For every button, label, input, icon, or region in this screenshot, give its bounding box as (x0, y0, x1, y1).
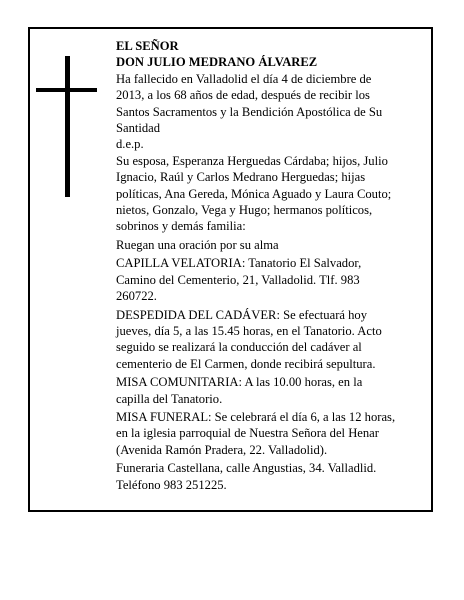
misa-funeral-line: en la iglesia parroquial de Nuestra Señora del Henar (116, 426, 379, 441)
family-paragraph (116, 153, 420, 235)
title-line-1: EL SEÑOR (116, 39, 179, 53)
misa-comunitaria-line: MISA COMUNITARIA: A las 10.00 horas, en la (116, 375, 363, 390)
family-line: Su esposa, Esperanza Herguedas Cárdaba; hijos, Julio (116, 153, 388, 168)
misa-comunitaria-line: capilla del Tanatorio. (116, 391, 223, 406)
misa-comunitaria-paragraph (116, 374, 420, 407)
despedida-line: DESPEDIDA DEL CADÁVER: Se efectuará hoy (116, 307, 368, 322)
family-line: Ignacio, Raúl y Carlos Medrano Herguedas; hijas (116, 170, 366, 185)
prayer-line: Ruegan una oración por su alma (116, 237, 279, 252)
family-line: nietos, Gonzalo, Vega y Hugo; hermanos políticos, (116, 203, 373, 218)
family-line: sobrinos y demás familia: (116, 219, 246, 234)
intro-line: Ha fallecido en Valladolid el día 4 de diciembre de (116, 71, 372, 86)
despedida-paragraph (116, 307, 420, 373)
cross-icon (65, 56, 70, 197)
capilla-line: Camino del Cementerio, 21, Valladolid. Tlf. 983 (116, 272, 360, 287)
funeraria-line: Funeraria Castellana, calle Angustias, 34. Valladlid. (116, 461, 377, 476)
intro-paragraph (116, 71, 420, 137)
funeraria-line: Teléfono 983 251225. (116, 477, 227, 492)
misa-funeral-line: MISA FUNERAL: Se celebrará el día 6, a las 12 horas, (116, 409, 396, 424)
intro-line: Santos Sacramentos y la Bendición Apostólica de Su (116, 104, 383, 119)
intro-line: Santidad (116, 121, 161, 136)
despedida-line: seguido se realizará la conducción del cadáver al (116, 340, 362, 355)
despedida-line: cementerio de El Carmen, donde recibirá sepultura. (116, 356, 376, 371)
capilla-line: CAPILLA VELATORIA: Tanatorio El Salvador, (116, 256, 362, 271)
cross-icon-arm (36, 88, 97, 92)
misa-funeral-line: (Avenida Ramón Pradera, 22. Valladolid). (116, 442, 328, 457)
deceased-name: DON JULIO MEDRANO ÁLVAREZ (116, 55, 318, 70)
intro-line: 2013, a los 68 años de edad, después de recibir los (116, 88, 370, 103)
obituary-text (116, 38, 420, 493)
capilla-line: 260722. (116, 289, 157, 304)
despedida-line: jueves, día 5, a las 15.45 horas, en el Tanatorio. Acto (116, 323, 382, 338)
family-line: políticas, Ana Gereda, Mónica Aguado y Laura Couto; (116, 186, 392, 201)
funeraria-paragraph (116, 460, 420, 493)
misa-funeral-paragraph (116, 409, 420, 458)
dep-line: d.e.p. (116, 137, 144, 152)
capilla-paragraph (116, 255, 420, 304)
